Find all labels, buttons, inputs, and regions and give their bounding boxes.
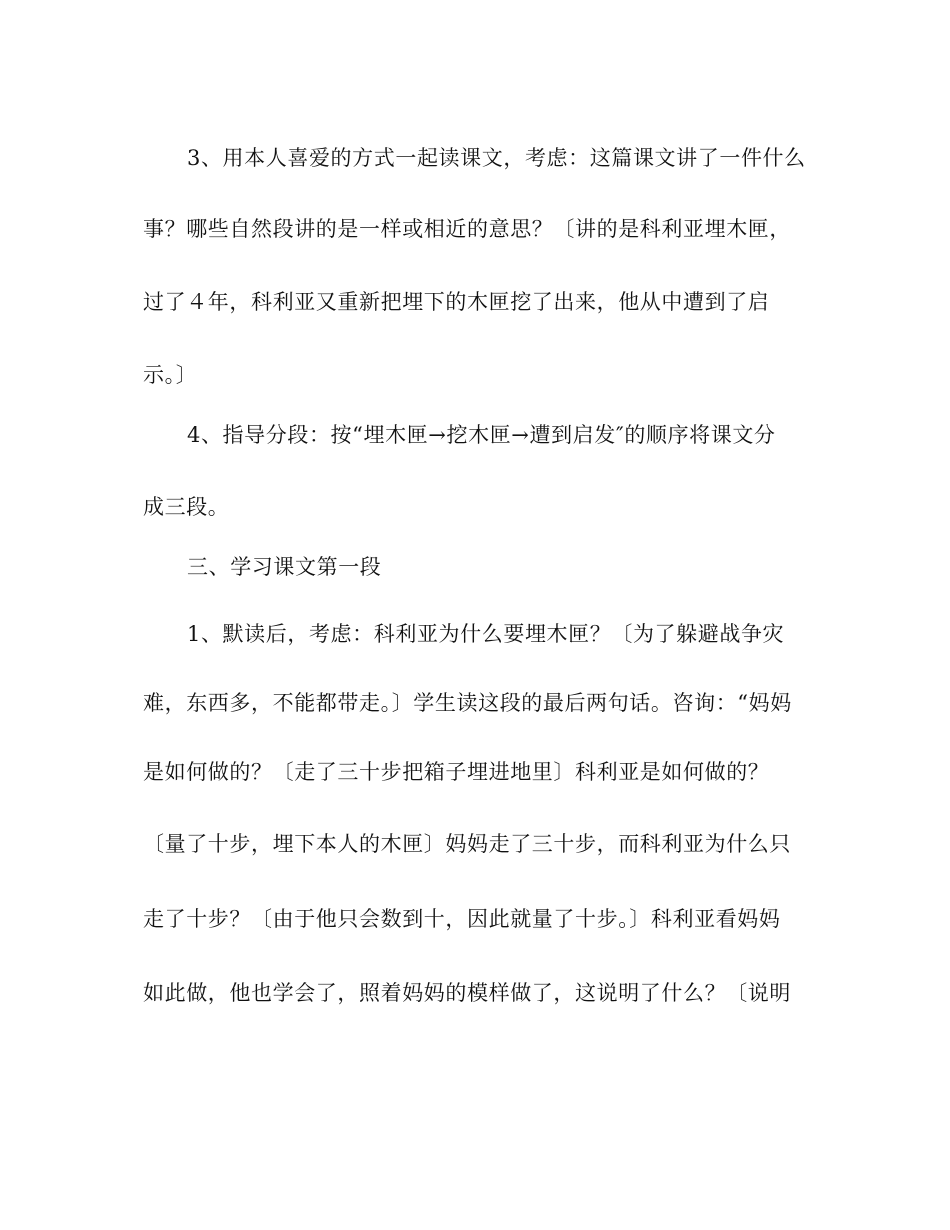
- paragraph-line: 过了４年，科利亚又重新把埋下的木匣挖了出来，他从中遭到了启: [143, 290, 770, 314]
- paragraph-line: 4、指导分段：按“埋木匣→挖木匣→遭到启发″的顺序将课文分: [187, 423, 776, 447]
- section-heading: 三、学习课文第一段: [187, 555, 382, 579]
- paragraph-line: 难，东西多，不能都带走。〕学生读这段的最后两句话。咨询：“妈妈: [143, 691, 792, 715]
- paragraph-line: 1、默读后，考虑：科利亚为什么要埋木匣？〔为了躲避战争灾: [187, 622, 785, 646]
- paragraph-line: 示。〕: [143, 363, 198, 387]
- paragraph-line: 如此做，他也学会了，照着妈妈的模样做了，这说明了什么？〔说明: [143, 981, 791, 1005]
- paragraph-line: 走了十步？〔由于他只会数到十，因此就量了十步。〕科利亚看妈妈: [143, 907, 781, 931]
- paragraph-line: 事？哪些自然段讲的是一样或相近的意思？〔讲的是科利亚埋木匣，: [143, 217, 791, 241]
- paragraph-line: 3、用本人喜爱的方式一起读课文，考虑：这篇课文讲了一件什么: [187, 146, 806, 170]
- paragraph-line: 成三段。: [143, 495, 230, 519]
- paragraph-line: 〔量了十步，埋下本人的木匣〕妈妈走了三十步，而科利亚为什么只: [143, 832, 791, 856]
- paragraph-line: 是如何做的？〔走了三十步把箱子埋进地里〕科利亚是如何做的？: [143, 760, 770, 784]
